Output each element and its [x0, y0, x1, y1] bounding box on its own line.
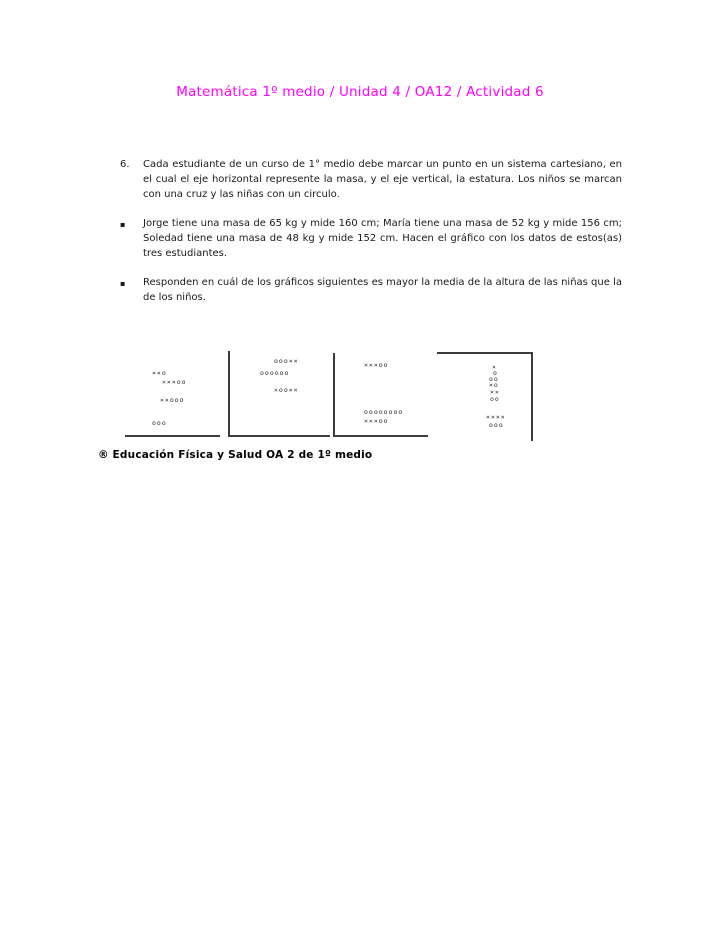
scatter-mark-cluster: ×o	[489, 381, 499, 389]
bullet-text-2: Responden en cuál de los gráficos siguientes es mayor la media de la altura de las niñas que la de los niños.	[143, 277, 622, 303]
graph-4	[437, 352, 533, 441]
bullet-icon: ▪	[120, 279, 126, 288]
scatter-mark-cluster: ooo××	[274, 357, 299, 365]
footer-credit: ® Educación Física y Salud OA 2 de 1º medio	[98, 449, 373, 461]
question-number: 6.	[120, 159, 130, 170]
scatter-mark-cluster: oooooo	[260, 369, 290, 377]
scatter-mark-cluster: ×××oo	[364, 417, 389, 425]
scatter-mark-cluster: ××	[490, 388, 500, 396]
graph-2	[228, 351, 330, 437]
bullet-item-1	[120, 216, 622, 261]
graph-1	[125, 352, 220, 437]
question-text: Cada estudiante de un curso de 1° medio debe marcar un punto en un sistema cartesiano, en el cual el eje horizontal represente la masa, y el eje vertical, la estatura. Los niños se marcan con una cruz y las niñas con un circulo.	[143, 159, 622, 200]
page-title: Matemática 1º medio / Unidad 4 / OA12 / Actividad 6	[176, 84, 544, 100]
bullet-text-1: Jorge tiene una masa de 65 kg y mide 160 cm; María tiene una masa de 52 kg y mide 156 cm; Soledad tiene una masa de 48 kg y mide 152 cm. Hacen el gráfico con los datos de estos(as) tres estudiantes.	[143, 218, 622, 259]
scatter-mark-cluster: ×××oo	[364, 361, 389, 369]
scatter-mark-cluster: oo	[490, 395, 500, 403]
question-item	[120, 157, 622, 202]
scatter-mark-cluster: ooo	[152, 419, 167, 427]
bullet-icon: ▪	[120, 220, 126, 229]
scatter-mark-cluster: o	[493, 369, 498, 377]
scatter-mark-cluster: ××ooo	[160, 396, 185, 404]
scatter-mark-cluster: oooooooo	[364, 408, 404, 416]
scatter-mark-cluster: ×	[492, 363, 497, 371]
scatter-mark-cluster: ×oo××	[274, 386, 299, 394]
scatter-mark-cluster: ooo	[489, 421, 504, 429]
scatter-mark-cluster: ×××oo	[162, 378, 187, 386]
graph-3	[333, 353, 428, 437]
scatter-mark-cluster: oo	[489, 375, 499, 383]
bullet-item-2	[120, 275, 622, 305]
scatter-mark-cluster: ××××	[486, 413, 506, 421]
question-block	[120, 157, 622, 305]
scatter-mark-cluster: ××o	[152, 369, 167, 377]
